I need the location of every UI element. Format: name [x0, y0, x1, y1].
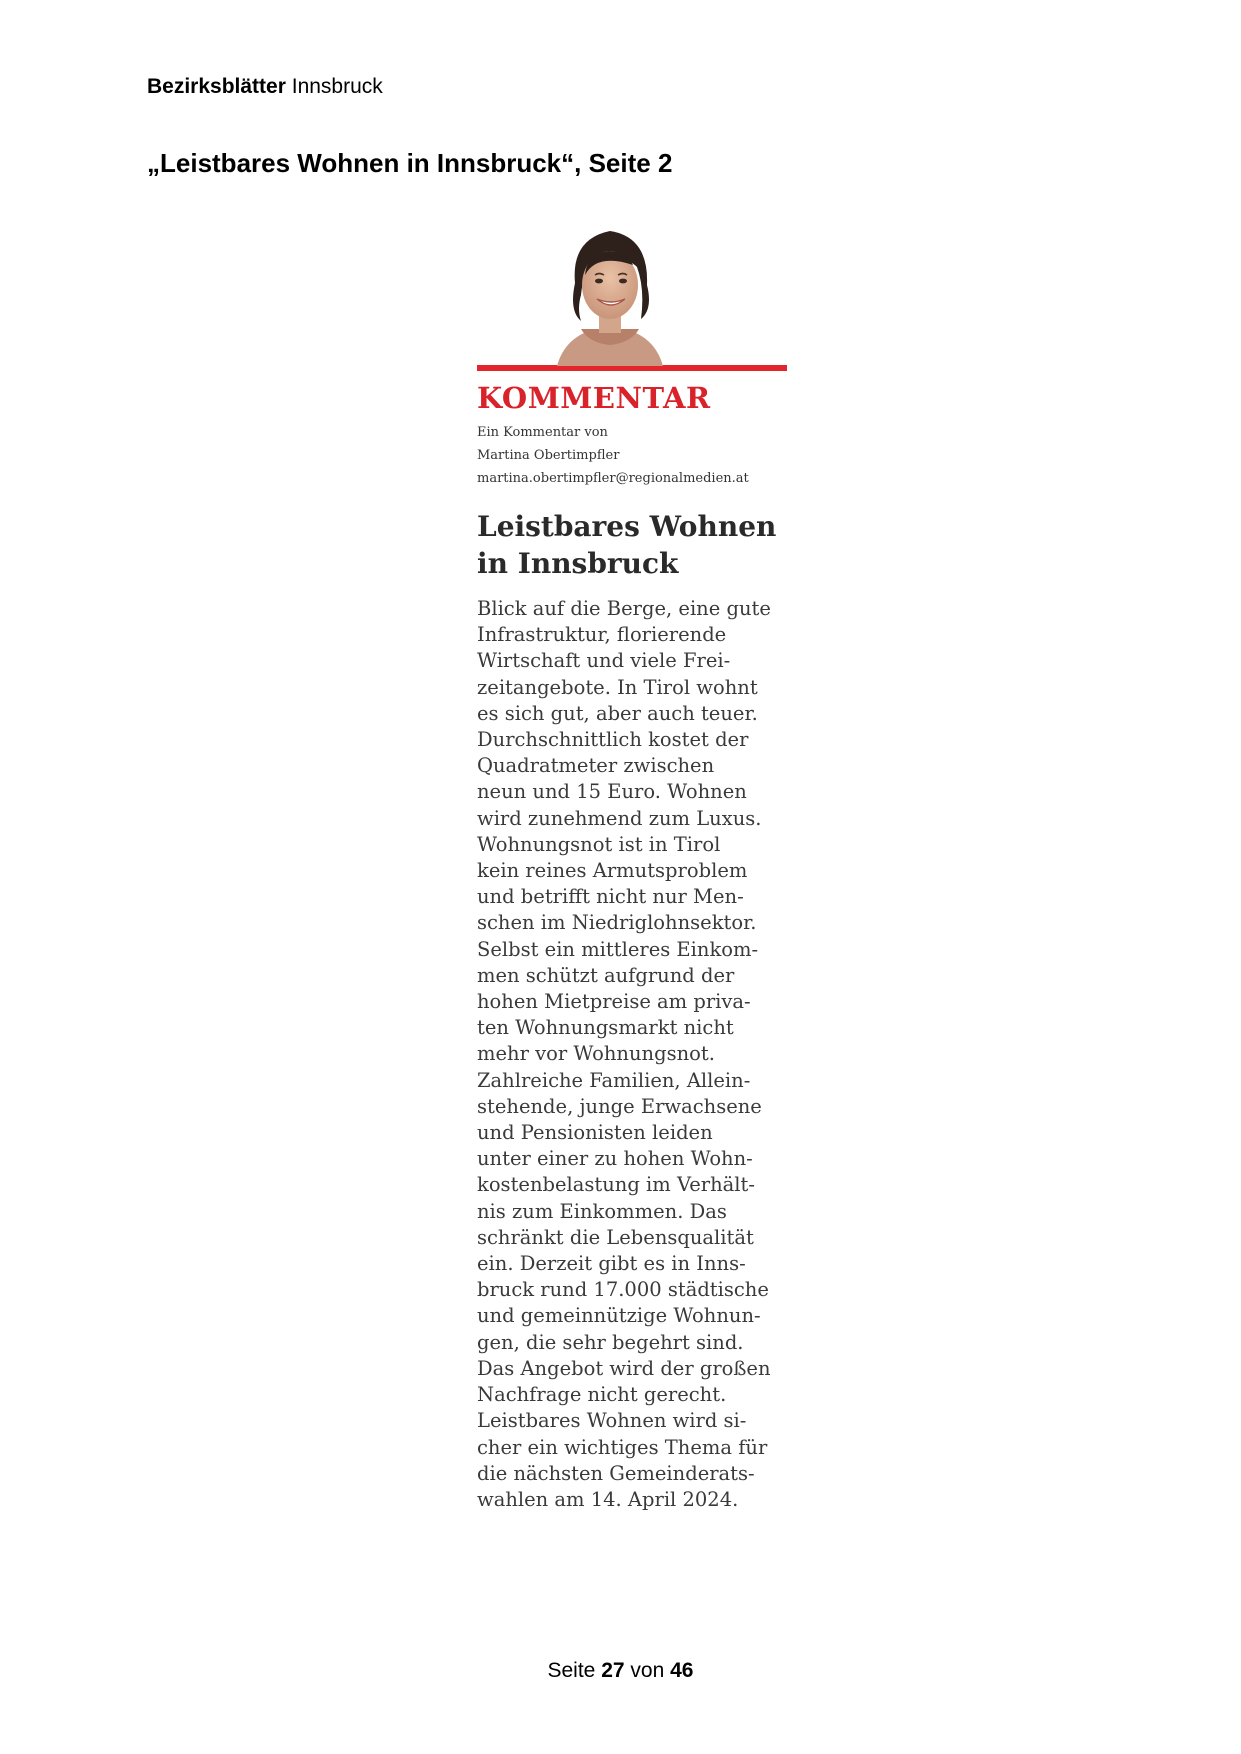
body-line: Blick auf die Berge, eine gute: [477, 597, 771, 620]
footer-separator: von: [630, 1659, 665, 1682]
byline-email: martina.obertimpfler@regionalmedien.at: [477, 471, 749, 486]
body-line: mehr vor Wohnungsnot.: [477, 1042, 715, 1066]
body-line: Nachfrage nicht gerecht.: [477, 1383, 727, 1407]
body-line: und gemeinnützige Wohnun-: [477, 1304, 761, 1328]
body-line: Wohnungsnot ist in Tirol: [477, 832, 721, 856]
body-line: es sich gut, aber auch teuer.: [477, 701, 758, 725]
body-line: zeitangebote. In Tirol wohnt: [477, 675, 758, 699]
body-line: Wirtschaft und viele Frei-: [477, 649, 731, 673]
publication-name: Bezirksblätter: [147, 75, 286, 98]
body-line: kein reines Armutsproblem: [477, 859, 748, 883]
body-line: cher ein wichtiges Thema für: [477, 1435, 768, 1459]
body-line: ein. Derzeit gibt es in Inns-: [477, 1252, 746, 1276]
footer-prefix: Seite: [547, 1659, 596, 1682]
body-line: wird zunehmend zum Luxus.: [477, 806, 762, 830]
current-page-number: 27: [601, 1659, 625, 1682]
body-line: und Pensionisten leiden: [477, 1121, 713, 1145]
page-footer: [0, 1658, 1241, 1684]
byline: [477, 421, 787, 490]
body-line: ten Wohnungsmarkt nicht: [477, 1016, 734, 1040]
headline-line: Leistbares Wohnen: [477, 510, 777, 543]
page-header: [147, 74, 383, 100]
body-line: gen, die sehr begehrt sind.: [477, 1330, 744, 1354]
body-line: men schützt aufgrund der: [477, 963, 735, 987]
body-line: wahlen am 14. April 2024.: [477, 1487, 739, 1511]
byline-author: Martina Obertimpfler: [477, 448, 620, 463]
body-line: stehende, junge Erwachsene: [477, 1094, 762, 1118]
section-kicker: KOMMENTAR: [477, 381, 711, 415]
body-line: und betrifft nicht nur Men-: [477, 885, 744, 909]
body-line: schränkt die Lebensqualität: [477, 1225, 754, 1249]
total-page-count: 46: [670, 1659, 694, 1682]
body-line: neun und 15 Euro. Wohnen: [477, 780, 747, 804]
body-line: Infrastruktur, florierende: [477, 623, 727, 647]
body-line: Leistbares Wohnen wird si-: [477, 1409, 747, 1433]
body-line: bruck rund 17.000 städtische: [477, 1278, 769, 1302]
body-line: Durchschnittlich kostet der: [477, 728, 749, 752]
article-headline: [477, 508, 787, 582]
body-line: schen im Niedriglohnsektor.: [477, 911, 757, 935]
body-line: Das Angebot wird der großen: [477, 1356, 771, 1380]
body-line: nis zum Einkommen. Das: [477, 1199, 727, 1223]
body-line: Selbst ein mittleres Einkom-: [477, 937, 759, 961]
document-title: „Leistbares Wohnen in Innsbruck“, Seite 2: [147, 148, 673, 178]
headline-line: in Innsbruck: [477, 547, 679, 580]
body-line: Zahlreiche Familien, Allein-: [477, 1068, 751, 1092]
newspaper-clipping: [477, 225, 787, 1513]
body-line: unter einer zu hohen Wohn-: [477, 1147, 753, 1171]
byline-intro: Ein Kommentar von: [477, 425, 608, 440]
body-line: Quadratmeter zwischen: [477, 754, 715, 778]
author-portrait-icon: [537, 225, 683, 366]
body-line: die nächsten Gemeinderats-: [477, 1461, 755, 1485]
body-line: kostenbelastung im Verhält-: [477, 1173, 755, 1197]
article-body: [477, 596, 787, 1513]
publication-location: Innsbruck: [291, 75, 383, 98]
body-line: hohen Mietpreise am priva-: [477, 990, 751, 1014]
